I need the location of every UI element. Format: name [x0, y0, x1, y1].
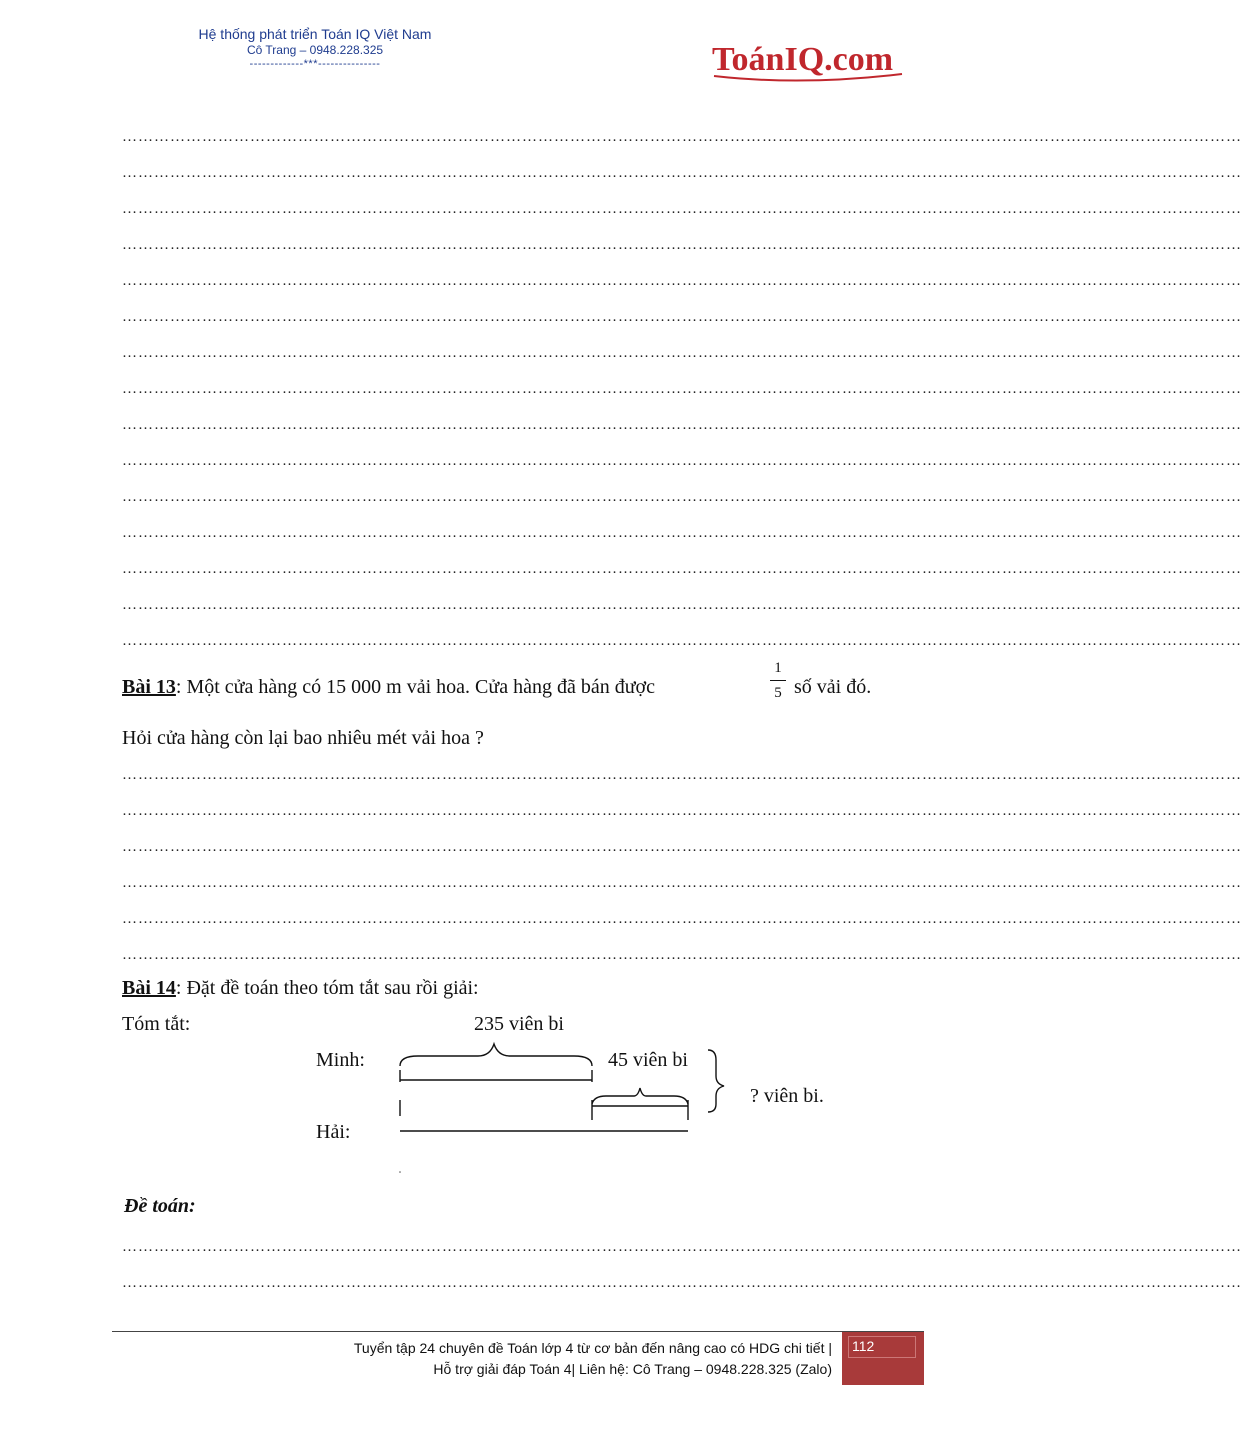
answer-line[interactable]: ………………………………………………………………………………………………………………………………………………………………………………………… [122, 839, 1242, 855]
answer-line[interactable]: ………………………………………………………………………………………………………………………………………………………………………………………… [122, 1275, 1242, 1291]
page-number: 112 [852, 1338, 875, 1354]
hai-label: Hải: [316, 1121, 351, 1143]
toaniq-logo [712, 30, 912, 84]
diff-brace [592, 1088, 688, 1104]
answer-line[interactable]: ………………………………………………………………………………………………………………………………………………………………………………………… [122, 309, 1242, 325]
diff-label: 45 viên bi [608, 1049, 688, 1071]
answer-line[interactable]: ………………………………………………………………………………………………………………………………………………………………………………………… [122, 633, 1242, 649]
total-label: 235 viên bi [474, 1013, 564, 1035]
bai14-statement [122, 976, 479, 1000]
page-header [170, 26, 460, 71]
answer-line[interactable]: ………………………………………………………………………………………………………………………………………………………………………………………… [122, 345, 1242, 361]
answer-line[interactable]: ………………………………………………………………………………………………………………………………………………………………………………………… [122, 381, 1242, 397]
answer-line[interactable]: ………………………………………………………………………………………………………………………………………………………………………………………… [122, 237, 1242, 253]
summary-label: Tóm tắt: [122, 1013, 191, 1035]
footer-line-1: Tuyển tập 24 chuyên đề Toán lớp 4 từ cơ bản đến nâng cao có HDG chi tiết | [353, 1340, 832, 1356]
answer-line[interactable]: ………………………………………………………………………………………………………………………………………………………………………………………… [122, 165, 1242, 181]
bai13-label: Bài 13 [122, 676, 176, 698]
answer-line[interactable]: ………………………………………………………………………………………………………………………………………………………………………………………… [122, 129, 1242, 145]
footer-divider [112, 1331, 924, 1332]
org-name: Hệ thống phát triển Toán IQ Việt Nam [198, 26, 432, 42]
minh-label: Minh: [316, 1049, 365, 1071]
bai13-statement [122, 675, 655, 699]
answer-line[interactable]: ………………………………………………………………………………………………………………………………………………………………………………………… [122, 453, 1242, 469]
answer-line[interactable]: ………………………………………………………………………………………………………………………………………………………………………………………… [122, 1239, 1242, 1255]
bai13-text: : Một cửa hàng có 15 000 m vải hoa. Cửa hàng đã bán được [175, 676, 655, 698]
header-contact: Cô Trang – 0948.228.325 [246, 43, 384, 57]
answer-line[interactable]: ………………………………………………………………………………………………………………………………………………………………………………………… [122, 597, 1242, 613]
answer-line[interactable]: ………………………………………………………………………………………………………………………………………………………………………………………… [122, 875, 1242, 891]
page-number-box [842, 1332, 924, 1385]
bai14-label: Bài 14 [122, 977, 176, 999]
answer-line[interactable]: ………………………………………………………………………………………………………………………………………………………………………………………… [122, 273, 1242, 289]
answer-line[interactable]: ………………………………………………………………………………………………………………………………………………………………………………………… [122, 489, 1242, 505]
de-toan-label: Đề toán: [124, 1195, 196, 1217]
answer-line[interactable]: ………………………………………………………………………………………………………………………………………………………………………………………… [122, 947, 1242, 963]
total-brace [708, 1050, 724, 1112]
answer-line[interactable]: ………………………………………………………………………………………………………………………………………………………………………………………… [122, 803, 1242, 819]
page-footer [240, 1338, 832, 1380]
answer-line[interactable]: ………………………………………………………………………………………………………………………………………………………………………………………… [122, 561, 1242, 577]
fraction-numerator: 1 [774, 660, 782, 676]
answer-line[interactable]: ………………………………………………………………………………………………………………………………………………………………………………………… [122, 201, 1242, 217]
header-divider: -------------***--------------- [249, 58, 381, 70]
answer-line[interactable]: ………………………………………………………………………………………………………………………………………………………………………………………… [122, 911, 1242, 927]
question-label: ? viên bi. [750, 1085, 824, 1107]
answer-line[interactable]: ………………………………………………………………………………………………………………………………………………………………………………………… [122, 767, 1242, 783]
answer-line[interactable]: ………………………………………………………………………………………………………………………………………………………………………………………… [122, 525, 1242, 541]
logo-text: ToánIQ.com [712, 41, 894, 78]
bai13-question: Hỏi cửa hàng còn lại bao nhiêu mét vải hoa ? [122, 727, 484, 749]
bai13-text-after: số vải đó. [794, 676, 872, 698]
fraction-one-fifth [770, 660, 786, 702]
bai14-text: : Đặt đề toán theo tóm tắt sau rồi giải: [175, 977, 479, 999]
footer-line-2: Hỗ trợ giải đáp Toán 4| Liên hệ: Cô Trang – 0948.228.325 (Zalo) [433, 1361, 832, 1377]
minh-brace [400, 1044, 592, 1066]
answer-line[interactable]: ………………………………………………………………………………………………………………………………………………………………………………………… [122, 417, 1242, 433]
fraction-denominator: 5 [774, 685, 782, 701]
